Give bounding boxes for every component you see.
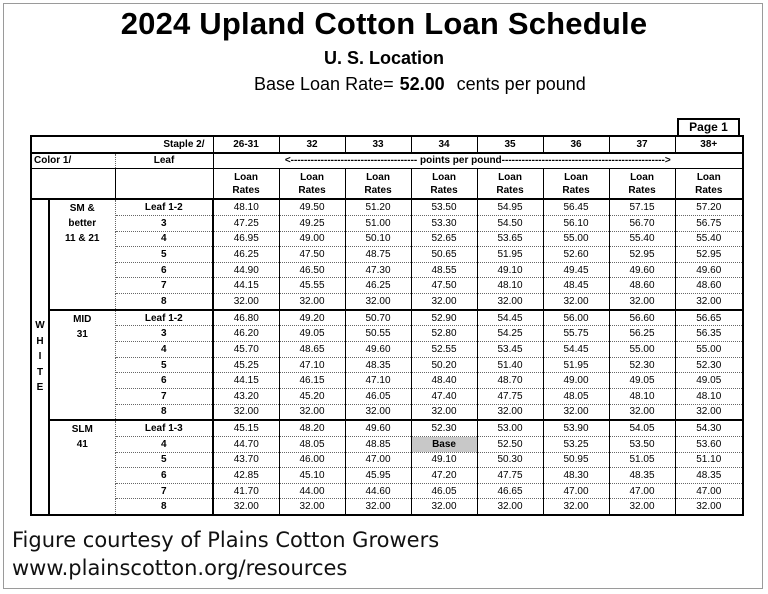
rate-cell: 56.00 [543,310,609,326]
base-rate-unit: cents per pound [456,74,586,94]
rate-cell: 45.95 [345,468,411,484]
rate-cell: 46.25 [345,278,411,294]
rate-cell: 46.20 [213,326,279,342]
rate-cell: 48.40 [411,373,477,389]
rate-cell: 32.00 [411,499,477,515]
rate-cell: 45.70 [213,342,279,358]
loan-label: Loan [696,171,721,183]
rate-cell: 48.75 [345,247,411,263]
staple-label: Staple 2/ [31,136,213,153]
color-leaf-header-row [31,153,743,169]
header-blank [115,169,213,200]
rate-cell: 44.15 [213,278,279,294]
loan-label: Loan [630,171,654,183]
rate-cell: 48.20 [279,420,345,436]
rate-cell: 52.30 [609,357,675,373]
loan-label: Loan [234,171,258,183]
rate-cell: 52.95 [609,247,675,263]
rate-cell: 47.00 [609,483,675,499]
rate-cell: 44.70 [213,436,279,452]
rate-cell: 50.30 [477,452,543,468]
rate-cell: 52.95 [675,247,743,263]
loan-label: Loan [498,171,522,183]
grade-line: SM & [69,203,95,215]
credit [12,526,439,582]
leaf-cell: 7 [115,278,213,294]
page-title: 2024 Upland Cotton Loan Schedule [120,6,648,41]
loan-rates-header-cell [477,169,543,200]
loan-label: Loan [300,171,324,183]
rate-cell: 32.00 [411,294,477,310]
rate-cell: 32.00 [675,499,743,515]
rate-cell: 47.75 [477,388,543,404]
rate-cell: 46.65 [477,483,543,499]
grade-line: better [68,218,97,230]
table-body [31,136,743,515]
rate-cell: 46.00 [279,452,345,468]
staple-header-cell: 26-31 [213,136,279,153]
rate-cell: 48.85 [345,436,411,452]
base-cell: Base [411,436,477,452]
loan-label: Loan [432,171,456,183]
rate-cell: 48.70 [477,373,543,389]
rate-cell: 50.70 [345,310,411,326]
rate-cell: 49.60 [675,262,743,278]
table-row [31,215,743,231]
rate-cell: 56.60 [609,310,675,326]
rate-cell: 55.00 [675,342,743,358]
loan-label: Loan [366,171,390,183]
rate-cell: 48.10 [213,199,279,215]
rate-cell: 47.00 [543,483,609,499]
base-rate-value: 52.00 [399,74,445,94]
rate-cell: 49.10 [411,452,477,468]
base-loan-rate [254,74,586,95]
credit-url: www.plainscotton.org/resources [12,556,348,580]
leaf-cell: 6 [115,373,213,389]
grade-line: 31 [76,328,88,340]
rate-cell: 47.10 [279,357,345,373]
leaf-label: Leaf [115,153,213,169]
staple-header-cell: 35 [477,136,543,153]
grade-cell [49,310,115,420]
rate-cell: 54.95 [477,199,543,215]
leaf-cell: 4 [115,231,213,247]
rate-cell: 52.80 [411,326,477,342]
rate-cell: 48.65 [279,342,345,358]
rate-cell: 48.10 [477,278,543,294]
loan-rates-header-cell [411,169,477,200]
rate-cell: 47.20 [411,468,477,484]
rate-cell: 32.00 [543,404,609,420]
rate-cell: 45.25 [213,357,279,373]
rate-cell: 50.55 [345,326,411,342]
rate-cell: 49.60 [345,342,411,358]
rate-cell: 47.00 [345,452,411,468]
table-row [31,404,743,420]
white-letter: I [38,351,42,363]
rates-label: Rates [628,184,656,196]
rate-cell: 53.30 [411,215,477,231]
table-row [31,247,743,263]
points-per-pound-label: <-------------------------------------- points per pound-------------------------------------------------> [213,153,743,169]
rate-cell: 32.00 [543,499,609,515]
leaf-cell: Leaf 1-2 [115,199,213,215]
table-row [31,231,743,247]
rate-cell: 52.30 [675,357,743,373]
table-row [31,388,743,404]
rate-cell: 49.05 [279,326,345,342]
rates-label: Rates [496,184,524,196]
rate-cell: 43.70 [213,452,279,468]
leaf-cell: 6 [115,468,213,484]
loan-schedule-table [30,135,744,516]
rate-cell: 32.00 [213,404,279,420]
rate-cell: 51.95 [543,357,609,373]
rate-cell: 51.40 [477,357,543,373]
rate-cell: 55.00 [543,231,609,247]
rate-cell: 54.50 [477,215,543,231]
rate-cell: 56.35 [675,326,743,342]
table-row [31,499,743,515]
rate-cell: 52.60 [543,247,609,263]
rate-cell: 44.00 [279,483,345,499]
staple-header-cell: 32 [279,136,345,153]
loan-rates-header-cell [345,169,411,200]
loan-rates-header-row [31,169,743,200]
loan-rates-header-cell [675,169,743,200]
rate-cell: 55.00 [609,342,675,358]
subtitle: U. S. Location [323,48,444,68]
grade-cell [49,420,115,515]
rate-cell: 45.55 [279,278,345,294]
leaf-cell: Leaf 1-3 [115,420,213,436]
rate-cell: 53.60 [675,436,743,452]
rate-cell: 48.05 [279,436,345,452]
rate-cell: 32.00 [477,499,543,515]
rate-cell: 47.40 [411,388,477,404]
rate-cell: 52.65 [411,231,477,247]
rate-cell: 53.65 [477,231,543,247]
grade-line: 11 & 21 [65,233,100,245]
leaf-cell: 5 [115,357,213,373]
staple-header-cell: 36 [543,136,609,153]
rate-cell: 50.95 [543,452,609,468]
leaf-cell: 5 [115,247,213,263]
rate-cell: 49.50 [279,199,345,215]
white-letter: W [35,320,45,332]
rate-cell: 54.05 [609,420,675,436]
rate-cell: 56.10 [543,215,609,231]
rate-cell: 44.15 [213,373,279,389]
rate-cell: 56.75 [675,215,743,231]
rate-cell: 51.05 [609,452,675,468]
header-blank [31,169,115,200]
rate-cell: 47.50 [411,278,477,294]
rates-label: Rates [430,184,458,196]
rate-cell: 48.35 [345,357,411,373]
rate-cell: 54.45 [543,342,609,358]
rate-cell: 52.55 [411,342,477,358]
rate-cell: 32.00 [279,404,345,420]
rate-cell: 32.00 [675,404,743,420]
table-row [31,483,743,499]
rate-cell: 57.15 [609,199,675,215]
rate-cell: 41.70 [213,483,279,499]
rate-cell: 51.95 [477,247,543,263]
rate-cell: 46.50 [279,262,345,278]
rate-cell: 56.70 [609,215,675,231]
rates-label: Rates [298,184,326,196]
rate-cell: 49.10 [477,262,543,278]
rate-cell: 49.05 [675,373,743,389]
leaf-cell: 7 [115,483,213,499]
rate-cell: 52.90 [411,310,477,326]
leaf-cell: Leaf 1-2 [115,310,213,326]
rate-cell: 49.05 [609,373,675,389]
rate-cell: 53.45 [477,342,543,358]
rate-cell: 44.60 [345,483,411,499]
rate-cell: 32.00 [411,404,477,420]
staple-header-cell: 37 [609,136,675,153]
loan-rates-header-cell [279,169,345,200]
rate-cell: 46.80 [213,310,279,326]
rate-cell: 32.00 [543,294,609,310]
rate-cell: 51.10 [675,452,743,468]
rate-cell: 45.15 [213,420,279,436]
rate-cell: 32.00 [213,294,279,310]
rate-cell: 53.90 [543,420,609,436]
rate-cell: 53.50 [609,436,675,452]
rate-cell: 55.40 [675,231,743,247]
rate-cell: 49.20 [279,310,345,326]
rate-cell: 54.25 [477,326,543,342]
rate-cell: 46.05 [345,388,411,404]
grade-line: SLM [71,424,93,436]
table-row [31,199,743,215]
rate-cell: 48.35 [609,468,675,484]
rate-cell: 46.15 [279,373,345,389]
table-row [31,436,743,452]
rate-cell: 45.10 [279,468,345,484]
leaf-cell: 5 [115,452,213,468]
rate-cell: 32.00 [477,404,543,420]
rate-cell: 54.45 [477,310,543,326]
base-rate-label: Base Loan Rate= [254,74,394,94]
white-letter: H [36,335,44,347]
rate-cell: 48.05 [543,388,609,404]
table-row [31,342,743,358]
rate-cell: 45.20 [279,388,345,404]
loan-rates-header-cell [543,169,609,200]
rate-cell: 51.20 [345,199,411,215]
leaf-cell: 8 [115,404,213,420]
rate-cell: 47.00 [675,483,743,499]
leaf-cell: 6 [115,262,213,278]
rate-cell: 48.60 [609,278,675,294]
rate-cell: 47.50 [279,247,345,263]
table-row [31,357,743,373]
rate-cell: 46.05 [411,483,477,499]
staple-header-cell: 34 [411,136,477,153]
rate-cell: 50.20 [411,357,477,373]
rate-cell: 42.85 [213,468,279,484]
color-label: Color 1/ [31,153,115,169]
leaf-cell: 3 [115,215,213,231]
table-row [31,310,743,326]
rate-cell: 49.45 [543,262,609,278]
rate-cell: 52.30 [411,420,477,436]
rate-cell: 32.00 [609,499,675,515]
leaf-cell: 7 [115,388,213,404]
grade-line: MID [73,313,92,325]
table-row [31,373,743,389]
staple-header-cell: 33 [345,136,411,153]
rate-cell: 32.00 [279,294,345,310]
leaf-cell: 8 [115,499,213,515]
rates-label: Rates [695,184,723,196]
rate-cell: 53.00 [477,420,543,436]
rate-cell: 48.10 [609,388,675,404]
rate-cell: 49.00 [279,231,345,247]
rate-cell: 48.55 [411,262,477,278]
rates-label: Rates [562,184,590,196]
rate-cell: 51.00 [345,215,411,231]
rate-cell: 48.35 [675,468,743,484]
rate-cell: 32.00 [609,404,675,420]
rate-cell: 49.00 [543,373,609,389]
table-row [31,452,743,468]
rate-cell: 53.25 [543,436,609,452]
rates-label: Rates [364,184,392,196]
rate-cell: 47.25 [213,215,279,231]
rate-cell: 50.10 [345,231,411,247]
leaf-cell: 4 [115,436,213,452]
rate-cell: 57.20 [675,199,743,215]
table-row [31,294,743,310]
rate-cell: 46.25 [213,247,279,263]
grade-line: 41 [76,439,88,451]
rate-cell: 32.00 [213,499,279,515]
rate-cell: 56.25 [609,326,675,342]
rate-cell: 50.65 [411,247,477,263]
rate-cell: 43.20 [213,388,279,404]
rate-cell: 49.60 [609,262,675,278]
credit-line: Figure courtesy of Plains Cotton Growers [12,528,440,552]
rate-cell: 48.30 [543,468,609,484]
rate-cell: 49.60 [345,420,411,436]
white-letter: E [36,382,44,394]
rate-cell: 54.30 [675,420,743,436]
loan-rates-header-cell [213,169,279,200]
table-row [31,278,743,294]
rate-cell: 32.00 [477,294,543,310]
rate-cell: 32.00 [675,294,743,310]
table-row [31,262,743,278]
rate-cell: 46.95 [213,231,279,247]
leaf-cell: 8 [115,294,213,310]
rate-cell: 49.25 [279,215,345,231]
rate-cell: 52.50 [477,436,543,452]
staple-header-row [31,136,743,153]
rate-cell: 48.45 [543,278,609,294]
table-row [31,326,743,342]
rate-cell: 47.10 [345,373,411,389]
page-number: Page 1 [677,118,740,135]
rate-cell: 56.45 [543,199,609,215]
rate-cell: 53.50 [411,199,477,215]
white-letter: T [36,366,44,378]
rate-cell: 32.00 [279,499,345,515]
rate-cell: 32.00 [345,294,411,310]
rate-cell: 32.00 [345,499,411,515]
rate-cell: 55.40 [609,231,675,247]
staple-header-cell: 38+ [675,136,743,153]
rate-cell: 56.65 [675,310,743,326]
rate-cell: 55.75 [543,326,609,342]
leaf-cell: 3 [115,326,213,342]
rate-cell: 32.00 [345,404,411,420]
rate-cell: 44.90 [213,262,279,278]
loan-rates-header-cell [609,169,675,200]
rate-cell: 47.75 [477,468,543,484]
table-row [31,468,743,484]
rates-label: Rates [232,184,260,196]
leaf-cell: 4 [115,342,213,358]
rate-cell: 48.10 [675,388,743,404]
table-row [31,420,743,436]
rate-cell: 32.00 [609,294,675,310]
rate-cell: 47.30 [345,262,411,278]
loan-label: Loan [564,171,588,183]
white-color-label [31,199,49,515]
grade-cell [49,199,115,309]
rate-cell: 48.60 [675,278,743,294]
